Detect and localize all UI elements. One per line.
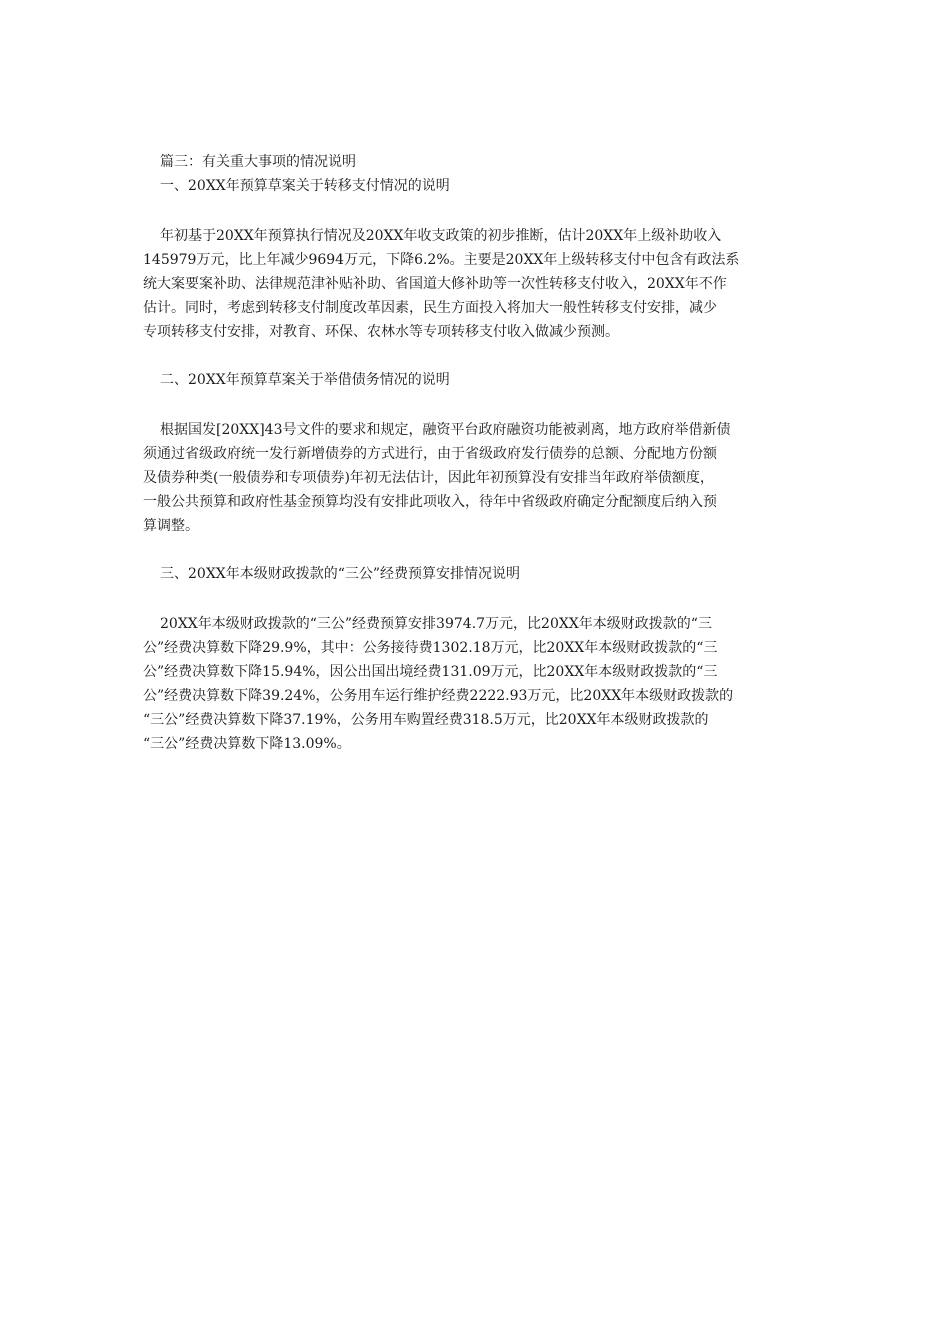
spacer <box>143 586 803 612</box>
document-title: 篇三：有关重大事项的情况说明 <box>160 154 356 170</box>
paragraph-line: 一般公共预算和政府性基金预算均没有安排此项收入，待年中省级政府确定分配额度后纳入预 <box>143 494 717 510</box>
spacer <box>143 538 803 562</box>
paragraph-line: 及债券种类(一般债券和专项债券)年初无法估计，因此年初预算没有安排当年政府举债额度， <box>143 470 714 486</box>
paragraph-line: 估计。同时，考虑到转移支付制度改革因素，民生方面投入将加大一般性转移支付安排，减少 <box>143 300 717 316</box>
paragraph-line: 20XX年本级财政拨款的“三公”经费预算安排3974.7万元，比20XX年本级财政拨款的“三 <box>160 616 712 632</box>
paragraph-line: “三公”经费决算数下降37.19%，公务用车购置经费318.5万元，比20XX年本级财政拨款的 <box>143 712 709 728</box>
paragraph-line: 年初基于20XX年预算执行情况及20XX年收支政策的初步推断，估计20XX年上级补助收入 <box>160 228 722 244</box>
paragraph-line: 公”经费决算数下降39.24%，公务用车运行维护经费2222.93万元，比20XX年本级财政拨款的 <box>143 688 734 704</box>
paragraph-line: 145979万元，比上年减少9694万元，下降6.2%。主要是20XX年上级转移支付中包含有政法系 <box>143 252 740 268</box>
paragraph-line: 算调整。 <box>143 518 199 534</box>
section1-paragraph <box>143 224 803 344</box>
section3-heading: 三、20XX年本级财政拨款的“三公”经费预算安排情况说明 <box>160 566 521 582</box>
paragraph-line: 公”经费决算数下降29.9%，其中：公务接待费1302.18万元，比20XX年本级财政拨款的“三 <box>143 640 718 656</box>
spacer <box>143 344 803 368</box>
paragraph-line: “三公”经费决算数下降13.09%。 <box>143 736 351 752</box>
spacer <box>143 392 803 418</box>
paragraph-line: 根据国发[20XX]43号文件的要求和规定，融资平台政府融资功能被剥离，地方政府举借新债 <box>160 422 731 438</box>
spacer <box>143 198 803 224</box>
paragraph-line: 公”经费决算数下降15.94%，因公出国出境经费131.09万元，比20XX年本级财政拨款的“三 <box>143 664 718 680</box>
section3-paragraph <box>143 612 803 756</box>
section2-heading: 二、20XX年预算草案关于举借债务情况的说明 <box>160 372 450 388</box>
paragraph-line: 专项转移支付安排，对教育、环保、农林水等专项转移支付收入做减少预测。 <box>143 324 619 340</box>
section2-paragraph <box>143 418 803 538</box>
document-page <box>143 150 803 756</box>
paragraph-line: 统大案要案补助、法律规范津补贴补助、省国道大修补助等一次性转移支付收入，20XX年不作 <box>143 276 727 292</box>
section1-heading: 一、20XX年预算草案关于转移支付情况的说明 <box>160 178 450 194</box>
paragraph-line: 须通过省级政府统一发行新增债券的方式进行，由于省级政府发行债券的总额、分配地方份额 <box>143 446 717 462</box>
